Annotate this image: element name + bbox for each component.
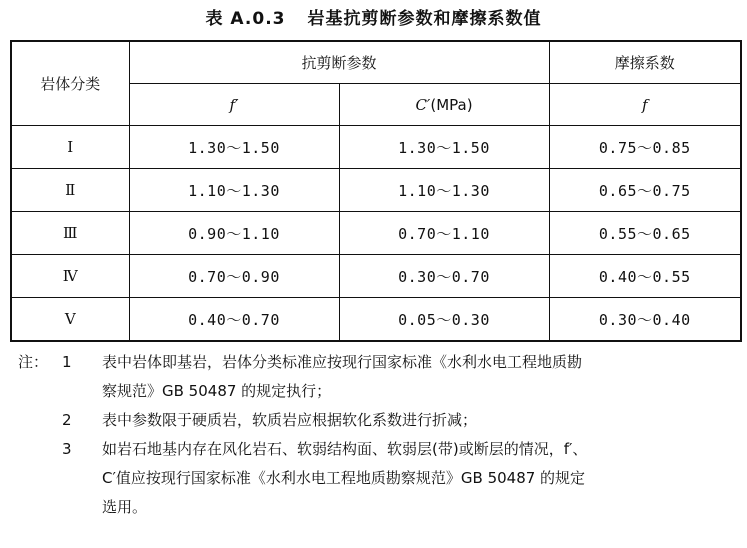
c-prime-unit: (MPa) <box>430 95 473 114</box>
cell-class: Ⅱ <box>11 169 129 212</box>
note-text: 表中岩体即基岩，岩体分类标准应按现行国家标准《水利水电工程地质勘 <box>102 353 583 371</box>
header-friction: 摩擦系数 <box>549 41 741 84</box>
cell-f-prime: 0.40～0.70 <box>129 298 339 342</box>
note-number: 2 <box>62 411 72 429</box>
cell-class: Ⅳ <box>11 255 129 298</box>
note-1-cont <box>18 377 740 406</box>
cell-f-prime: 1.10～1.30 <box>129 169 339 212</box>
cell-class: Ⅲ <box>11 212 129 255</box>
cell-f: 0.30～0.40 <box>549 298 741 342</box>
cell-f: 0.65～0.75 <box>549 169 741 212</box>
cell-f: 0.40～0.55 <box>549 255 741 298</box>
table-caption: 岩基抗剪断参数和摩擦系数值 <box>307 9 542 29</box>
cell-class: Ⅴ <box>11 298 129 342</box>
note-text: 表中参数限于硬质岩，软质岩应根据软化系数进行折减； <box>102 411 478 429</box>
header-f: f <box>549 84 741 126</box>
note-number: 3 <box>62 440 72 458</box>
cell-f-prime: 1.30～1.50 <box>129 126 339 169</box>
rock-shear-table <box>10 40 742 342</box>
table-row <box>11 298 741 342</box>
cell-f-prime: 0.90～1.10 <box>129 212 339 255</box>
note-3-cont <box>18 464 740 493</box>
note-text: 选用。 <box>102 498 148 516</box>
header-f-prime: f′ <box>129 84 339 126</box>
cell-f: 0.55～0.65 <box>549 212 741 255</box>
table-row <box>11 169 741 212</box>
notes-label: 注： <box>18 353 49 371</box>
note-2 <box>18 406 740 435</box>
table-row <box>11 212 741 255</box>
header-c-prime <box>339 84 549 126</box>
cell-c-prime: 0.05～0.30 <box>339 298 549 342</box>
note-number: 1 <box>62 353 72 371</box>
cell-class: Ⅰ <box>11 126 129 169</box>
cell-c-prime: 1.30～1.50 <box>339 126 549 169</box>
header-row-1 <box>11 41 741 84</box>
header-rock-class: 岩体分类 <box>11 41 129 126</box>
cell-f-prime: 0.70～0.90 <box>129 255 339 298</box>
cell-c-prime: 1.10～1.30 <box>339 169 549 212</box>
table-notes <box>18 348 740 522</box>
cell-c-prime: 0.30～0.70 <box>339 255 549 298</box>
header-shear-params: 抗剪断参数 <box>129 41 549 84</box>
note-text: 察规范》GB 50487 的规定执行； <box>102 382 332 400</box>
note-1 <box>18 348 740 377</box>
c-prime-symbol: C′ <box>415 95 431 114</box>
cell-c-prime: 0.70～1.10 <box>339 212 549 255</box>
table-row <box>11 255 741 298</box>
note-text: 如岩石地基内存在风化岩石、软弱结构面、软弱层(带)或断层的情况，f′、 <box>102 440 588 458</box>
cell-f: 0.75～0.85 <box>549 126 741 169</box>
table-row <box>11 126 741 169</box>
note-3 <box>18 435 740 464</box>
note-3-cont-2 <box>18 493 740 522</box>
note-text: C′值应按现行国家标准《水利水电工程地质勘察规范》GB 50487 的规定 <box>102 469 586 487</box>
table-title <box>0 4 747 29</box>
table-code: 表 A.0.3 <box>205 9 286 29</box>
